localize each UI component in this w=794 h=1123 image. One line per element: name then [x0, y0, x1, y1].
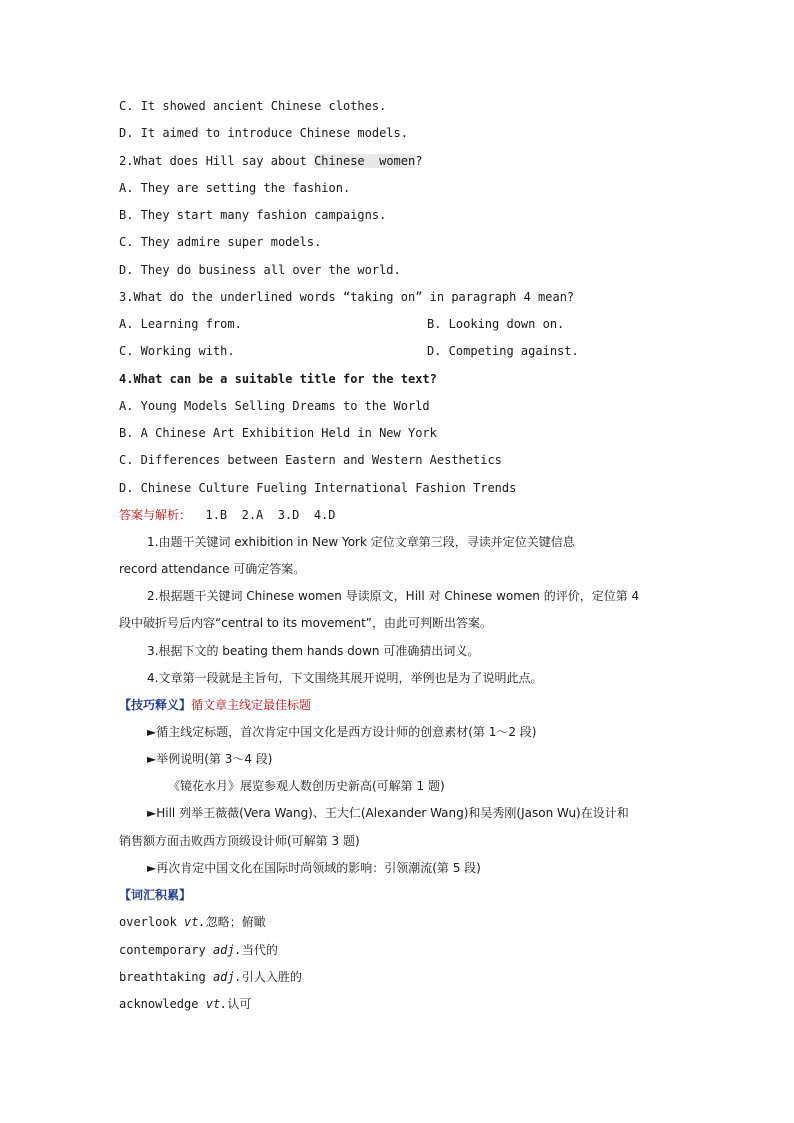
vocab-word: overlook: [119, 915, 177, 929]
vocab-pos: vt.: [184, 915, 206, 929]
explanation-2-line-2: 段中破折号后内容“central to its movement”，由此可判断出答案。: [119, 616, 493, 630]
q3-option-d: D. Competing against.: [427, 344, 579, 358]
q4-option-d: D. Chinese Culture Fueling International Fashion Trends: [119, 481, 517, 495]
skills-point-2-sub: 《镜花水月》展览参观人数创历史新高(可解第 1 题): [168, 779, 445, 793]
q4-stem: 4.What can be a suitable title for the text?: [119, 372, 437, 386]
vocab-word: breathtaking: [119, 970, 206, 984]
explanation-4: 4.文章第一段就是主旨句，下文围绕其展开说明，举例也是为了说明此点。: [147, 671, 543, 685]
q3-stem: 3.What do the underlined words “taking on” in paragraph 4 mean?: [119, 290, 575, 304]
explanation-3: 3.根据下文的 beating them hands down 可准确猜出词义。: [147, 644, 480, 658]
vocab-pos: adj.: [212, 970, 242, 984]
answer-key: [119, 507, 336, 523]
skills-point-3-line-2: 销售额方面击败西方顶级设计师(可解第 3 题): [119, 834, 360, 848]
q4-option-a: A. Young Models Selling Dreams to the World: [119, 399, 430, 413]
vocab-item: [119, 969, 302, 985]
vocab-item: [119, 996, 251, 1012]
answer-label: 答案与解析：: [119, 508, 192, 522]
q1-option-d: D. It aimed to introduce Chinese models.: [119, 126, 408, 140]
skills-point-2: ►举例说明(第 3～4 段): [147, 752, 273, 766]
vocab-meaning: 引人入胜的: [241, 970, 302, 984]
q3-option-c: C. Working with.: [119, 344, 235, 358]
skills-point-1: ►循主线定标题，首次肯定中国文化是西方设计师的创意素材(第 1～2 段): [147, 725, 537, 739]
skills-heading: [119, 697, 311, 713]
q2-stem-highlight: Chinese women: [314, 154, 416, 168]
vocab-meaning: 忽略；俯瞰: [205, 915, 266, 929]
skills-title: 循文章主线定最佳标题: [191, 698, 312, 712]
q4-option-b: B. A Chinese Art Exhibition Held in New York: [119, 426, 437, 440]
q2-stem-text: 2.What does Hill say about: [119, 154, 315, 168]
explanation-1-line-2: record attendance 可确定答案。: [119, 562, 306, 576]
vocab-meaning: 认可: [227, 997, 252, 1011]
vocab-pos: adj.: [212, 943, 242, 957]
skills-header: 【技巧释义】: [119, 698, 192, 712]
vocab-item: [119, 942, 278, 958]
explanation-2-line-1: 2.根据题干关键词 Chinese women 导读原文，Hill 对 Chinese women 的评价，定位第 4: [147, 589, 640, 603]
skills-point-4: ►再次肯定中国文化在国际时尚领域的影响：引领潮流(第 5 段): [147, 861, 481, 875]
vocab-word: contemporary: [119, 943, 206, 957]
q2-option-a: A. They are setting the fashion.: [119, 181, 351, 195]
answer-values: 1.B 2.A 3.D 4.D: [191, 508, 336, 522]
explanation-1-line-1: 1.由题干关键词 exhibition in New York 定位文章第三段，寻读并定位关键信息: [147, 535, 575, 549]
q2-option-b: B. They start many fashion campaigns.: [119, 208, 387, 222]
vocab-item: [119, 914, 266, 930]
q2-option-d: D. They do business all over the world.: [119, 263, 401, 277]
skills-point-3-line-1: ►Hill 列举王薇薇(Vera Wang)、王大仁(Alexander Wang)和吴秀刚(Jason Wu)在设计和: [147, 806, 629, 820]
vocab-pos: vt.: [205, 997, 228, 1011]
q2-stem-end: ?: [415, 154, 423, 168]
q3-option-b: B. Looking down on.: [427, 317, 565, 331]
q2-stem: [119, 153, 422, 169]
q1-option-c: C. It showed ancient Chinese clothes.: [119, 99, 387, 113]
q3-option-a: A. Learning from.: [119, 317, 242, 331]
vocab-meaning: 当代的: [241, 943, 278, 957]
vocab-word: acknowledge: [119, 997, 199, 1011]
vocab-header: 【词汇积累】: [119, 888, 192, 902]
q4-option-c: C. Differences between Eastern and Western Aesthetics: [119, 453, 502, 467]
q2-option-c: C. They admire super models.: [119, 235, 322, 249]
